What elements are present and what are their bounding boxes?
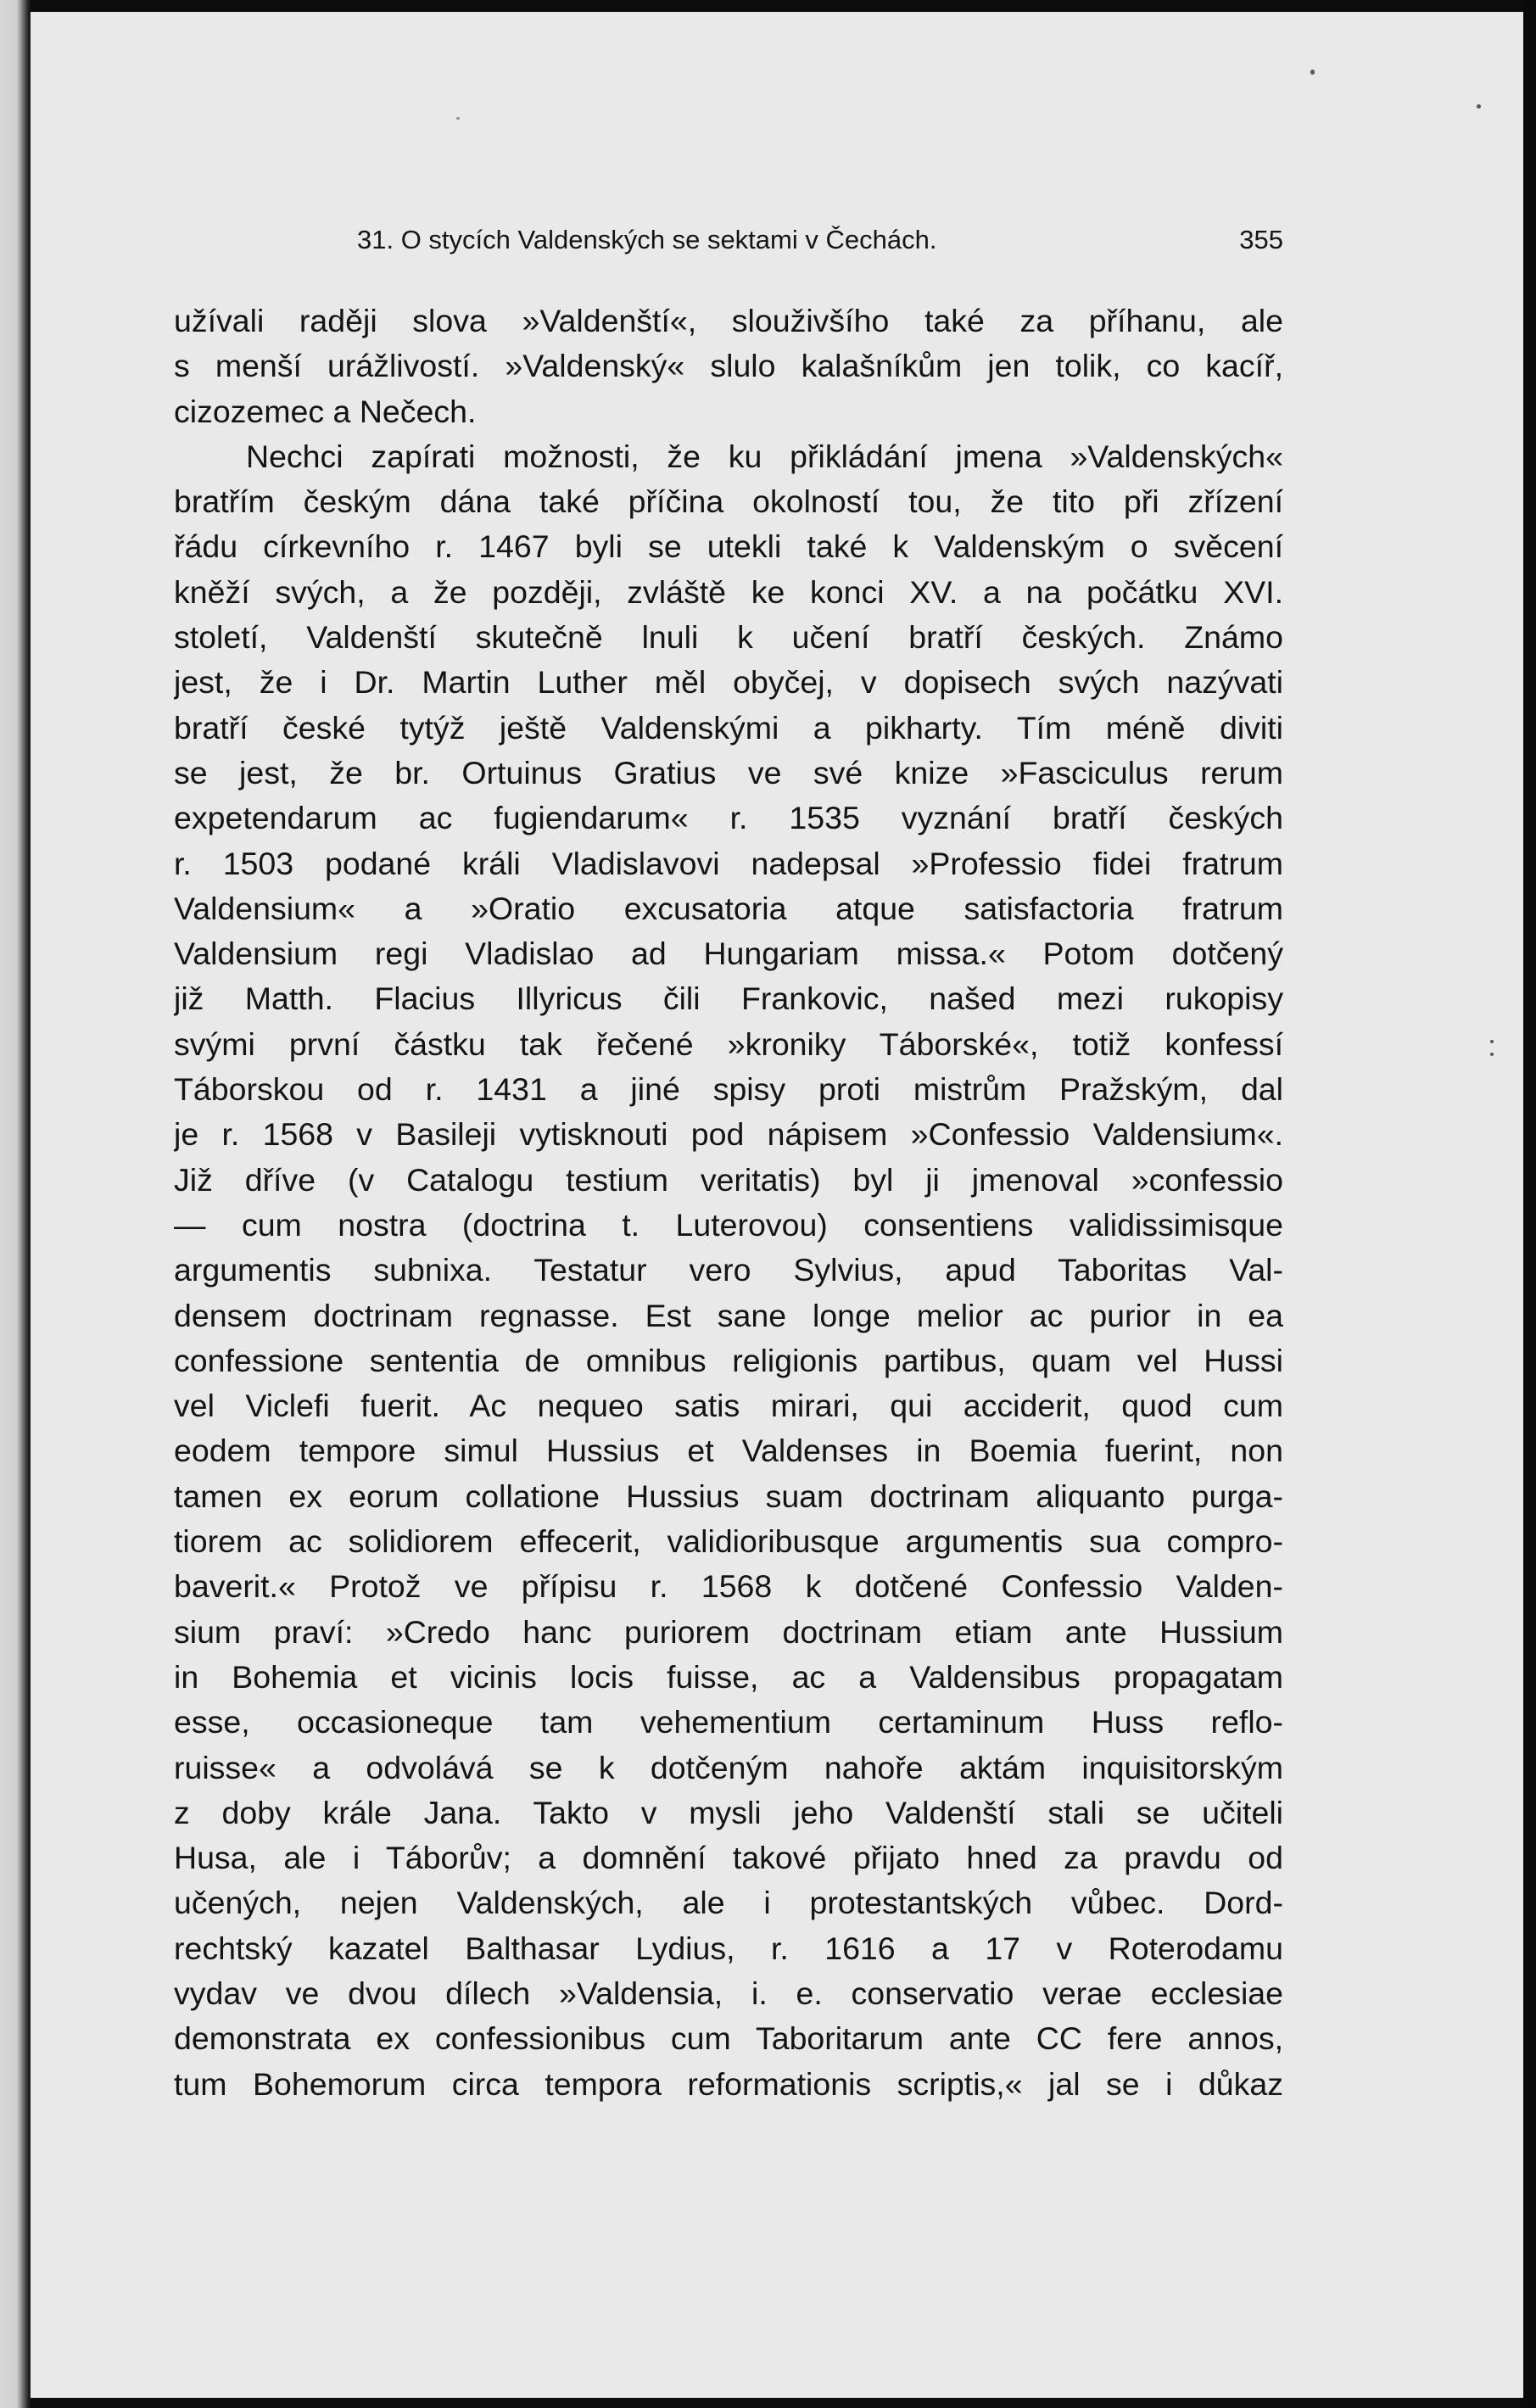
text-line: z doby krále Jana. Takto v mysli jeho Valdenští stali se učiteli	[174, 1794, 1283, 1830]
text-line: r. 1503 podané králi Vladislavovi nadepsal »Professio fidei fratrum	[174, 845, 1283, 881]
text-line: kněží svých, a že později, zvláště ke konci XV. a na počátku XVI.	[174, 573, 1283, 610]
page-number: 355	[1239, 225, 1283, 254]
text-line: řádu církevního r. 1467 byli se utekli také k Valdenským o svěcení	[174, 528, 1283, 565]
text-line: svými první částku tak řečené »kroniky Táborské«, totiž konfessí	[174, 1025, 1283, 1062]
text-line: eodem tempore simul Hussius et Valdenses in Boemia fuerint, non	[174, 1433, 1283, 1469]
scan-right-edge	[1523, 0, 1536, 2408]
text-line: s menší urážlivostí. »Valdenský« slulo kalašníkům jen tolik, co kacíř,	[174, 348, 1283, 384]
dust-speck	[1490, 1053, 1494, 1056]
running-title: 31. O stycích Valdenských se sektami v Čechách.	[357, 225, 937, 254]
text-line: tiorem ac solidiorem effecerit, validioribusque argumentis sua compro-	[174, 1523, 1283, 1560]
text-line: demonstrata ex confessionibus cum Taboritarum ante CC fere annos,	[174, 2020, 1283, 2057]
text-line: cizozemec a Nečech.	[174, 393, 477, 429]
text-line: sium praví: »Credo hanc puriorem doctrinam etiam ante Hussium	[174, 1613, 1283, 1650]
text-line: rechtský kazatel Balthasar Lydius, r. 1616 a 17 v Roterodamu	[174, 1930, 1283, 1966]
text-line: tamen ex eorum collatione Hussius suam doctrinam aliquanto purga-	[174, 1478, 1283, 1514]
text-line: Valdensium« a »Oratio excusatoria atque satisfactoria fratrum	[174, 890, 1283, 926]
body-text	[174, 299, 1283, 2107]
text-line: esse, occasioneque tam vehementium certaminum Huss reflo-	[174, 1704, 1283, 1740]
text-line: bratřím českým dána také příčina okolností tou, že tito při zřízení	[174, 483, 1283, 520]
text-line: argumentis subnixa. Testatur vero Sylvius, apud Taboritas Val-	[174, 1252, 1283, 1288]
text-line: užívali raději slova »Valdenští«, slouživšího také za příhanu, ale	[174, 303, 1283, 338]
text-line: je r. 1568 v Basileji vytisknouti pod nápisem »Confessio Valdensium«.	[174, 1116, 1283, 1153]
text-line: baverit.« Protož ve přípisu r. 1568 k dotčené Confessio Valden-	[174, 1568, 1283, 1605]
text-line: Již dříve (v Catalogu testium veritatis) byl ji jmenoval »confessio	[174, 1161, 1283, 1198]
text-line: jest, že i Dr. Martin Luther měl obyčej, v dopisech svých nazývati	[174, 664, 1283, 701]
dust-speck	[1310, 70, 1315, 75]
text-line: ruisse« a odvolává se k dotčeným nahoře aktám inquisitorským	[174, 1749, 1283, 1785]
dust-speck	[1490, 1040, 1494, 1043]
text-line: Táborskou od r. 1431 a jiné spisy proti mistrům Pražským, dal	[174, 1071, 1283, 1108]
text-line: vel Viclefi fuerit. Ac nequeo satis mirari, qui acciderit, quod cum	[174, 1388, 1283, 1424]
text-line: se jest, že br. Ortuinus Gratius ve své knize »Fasciculus rerum	[174, 754, 1283, 791]
text-line: in Bohemia et vicinis locis fuisse, ac a Valdensibus propagatam	[174, 1658, 1283, 1695]
text-line: již Matth. Flacius Illyricus čili Frankovic, našed mezi rukopisy	[174, 981, 1283, 1017]
text-line: Husa, ale i Táborův; a domnění takové přijato hned za pravdu od	[174, 1840, 1283, 1876]
text-line: vydav ve dvou dílech »Valdensia, i. e. conservatio verae ecclesiae	[174, 1975, 1283, 2011]
text-line: bratří české tytýž ještě Valdenskými a pikharty. Tím méně diviti	[174, 709, 1283, 746]
text-line: expetendarum ac fugiendarum« r. 1535 vyznání bratří českých	[174, 800, 1283, 836]
text-line: století, Valdenští skutečně lnuli k učení bratří českých. Známo	[174, 619, 1283, 656]
text-line: učených, nejen Valdenských, ale i protestantských vůbec. Dord-	[174, 1885, 1283, 1921]
text-line: tum Bohemorum circa tempora reformationis scriptis,« jal se i důkaz	[174, 2065, 1283, 2102]
text-line: Valdensium regi Vladislao ad Hungariam missa.« Potom dotčený	[174, 936, 1283, 972]
scan-left-edge	[0, 0, 31, 2408]
text-line: densem doctrinam regnasse. Est sane longe melior ac purior in ea	[174, 1297, 1283, 1333]
text-line: confessione sententia de omnibus religionis partibus, quam vel Hussi	[174, 1342, 1283, 1378]
text-line: — cum nostra (doctrina t. Luterovou) consentiens validissimisque	[174, 1206, 1283, 1243]
text-line: Nechci zapírati možnosti, že ku přikládání jmena »Valdenských«	[246, 438, 1283, 474]
running-header	[174, 225, 1283, 262]
dust-speck	[456, 117, 460, 120]
dust-speck	[1477, 104, 1481, 109]
